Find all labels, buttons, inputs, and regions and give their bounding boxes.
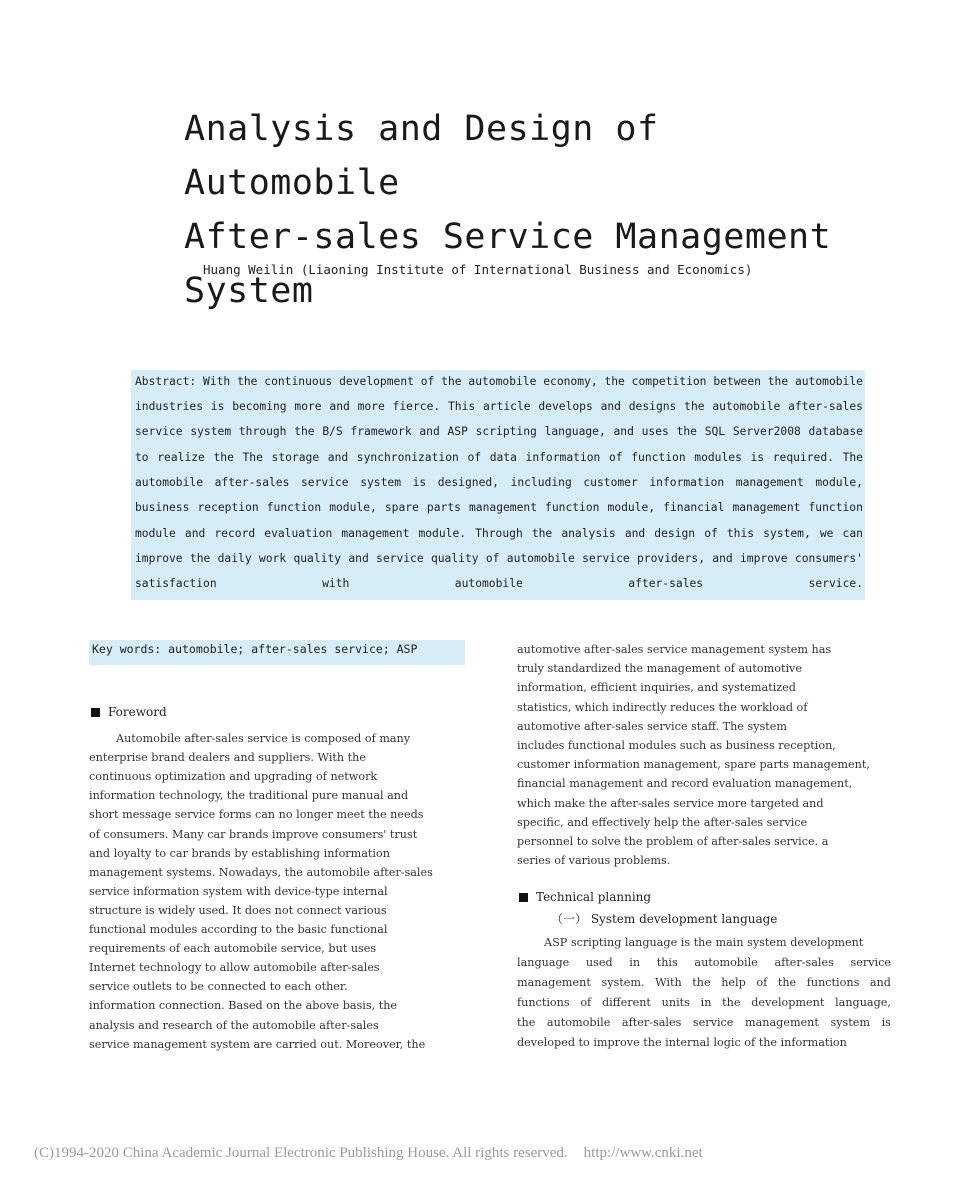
abstract-word: language, <box>544 425 606 438</box>
abstract-word: economy, <box>543 375 598 388</box>
abstract-word: more <box>294 400 322 413</box>
body-word: and <box>869 976 891 989</box>
abstract-word: service <box>582 552 630 565</box>
body-word: of <box>580 996 592 1009</box>
body-text-line: financial management and record evaluation management, <box>517 777 853 791</box>
abstract-word: of <box>608 451 623 464</box>
abstract-word: and <box>327 451 349 464</box>
abstract-word: and <box>613 425 634 438</box>
abstract-word: through <box>238 425 287 438</box>
abstract-word: consumers' <box>794 552 863 565</box>
author-affiliation: Huang Weilin (Liaoning Institute of International Business and Economics) <box>203 262 753 277</box>
abstract-box <box>131 370 865 600</box>
abstract-word: system <box>190 425 232 438</box>
abstract-word: analysis <box>561 527 616 540</box>
abstract-word: of <box>485 552 500 565</box>
body-word: used <box>585 956 613 969</box>
abstract-word: the <box>294 425 315 438</box>
abstract-word: system <box>360 476 401 489</box>
abstract-line <box>135 526 863 542</box>
abstract-word: B/S <box>322 425 343 438</box>
body-text-line: Automobile after-sales service is composed of many <box>116 732 411 745</box>
abstract-word: continuous <box>264 375 333 388</box>
abstract-word: This <box>447 400 476 413</box>
abstract-word: after-sales <box>214 476 290 489</box>
body-word: functions <box>517 996 570 1009</box>
abstract-line <box>135 475 863 491</box>
abstract-word: customer <box>583 476 638 489</box>
body-word: the <box>692 976 711 989</box>
body-word: different <box>601 996 651 1009</box>
abstract-word: is <box>412 476 427 489</box>
abstract-word: automobile <box>794 375 863 388</box>
body-word: in <box>629 956 641 969</box>
technical-planning-heading <box>519 890 651 904</box>
abstract-word: and <box>184 527 206 540</box>
body-text-line: Internet technology to allow automobile after-sales <box>89 961 380 975</box>
foreword-heading-text: Foreword <box>108 705 167 719</box>
body-text-line: information, efficient inquiries, and systematized <box>517 681 796 695</box>
abstract-word: synchronization <box>356 451 459 464</box>
body-text-line: continuous optimization and upgrading of network <box>89 770 378 784</box>
body-text-line: truly standardized the management of automotive <box>517 662 802 676</box>
abstract-word: development <box>339 375 414 388</box>
abstract-word: uses <box>641 425 669 438</box>
body-word: is <box>881 1016 891 1029</box>
abstract-word: system, <box>763 527 811 540</box>
abstract-word: providers, <box>636 552 705 565</box>
body-word: management <box>745 1016 819 1029</box>
body-text-line: service outlets to be connected to each other. <box>89 980 348 994</box>
abstract-word: becoming <box>232 400 287 413</box>
abstract-word: modules <box>694 451 742 464</box>
body-word: the <box>722 996 741 1009</box>
abstract-word: framework <box>350 425 412 438</box>
body-text-line: specific, and effectively help the after-sales service <box>517 815 808 829</box>
abstract-word: information <box>649 476 725 489</box>
body-text-line <box>517 1013 891 1032</box>
body-word: management <box>517 976 591 989</box>
body-word: automobile <box>546 1016 611 1029</box>
abstract-word: we <box>819 527 834 540</box>
body-text-line: information connection. Based on the above basis, the <box>89 999 398 1013</box>
body-text-line: series of various problems. <box>517 854 671 868</box>
body-word: help <box>721 976 746 989</box>
abstract-word: module, <box>329 501 377 514</box>
body-text-line: automotive after-sales service management system has <box>517 643 832 656</box>
body-word: development <box>751 996 825 1009</box>
body-text-line: and loyalty to car brands by establishing information <box>89 846 390 860</box>
abstract-word: designed, <box>437 476 499 489</box>
abstract-word: and <box>600 400 621 413</box>
abstract-word: and <box>419 425 440 438</box>
body-text-line: includes functional modules such as business reception, <box>517 739 836 752</box>
abstract-word: spare <box>384 501 419 514</box>
body-word: language <box>517 956 570 969</box>
subheading-dev-language: （一） System development language <box>551 912 778 926</box>
abstract-word: more <box>357 400 385 413</box>
abstract-word: module, <box>607 501 656 514</box>
abstract-word: function <box>545 501 600 514</box>
abstract-word: management <box>732 501 801 514</box>
body-text-line: personnel to solve the problem of after-sales service. a <box>517 835 829 848</box>
body-text-line: structure is widely used. It does not connect various <box>89 903 387 917</box>
abstract-word: improve <box>740 552 788 565</box>
body-word: the <box>517 1016 536 1029</box>
abstract-word: design <box>654 527 696 540</box>
abstract-word: and <box>329 400 350 413</box>
abstract-word: Through <box>475 527 523 540</box>
abstract-word: and <box>624 527 646 540</box>
abstract-word: service <box>376 552 424 565</box>
abstract-word: required. <box>772 451 834 464</box>
abstract-word: module, <box>815 476 863 489</box>
body-text-line: functional modules according to the basic functional <box>89 923 388 936</box>
title-line-3: System <box>184 271 314 311</box>
body-text-line: information technology, the traditional pure manual and <box>89 789 409 803</box>
abstract-word: and <box>712 552 733 565</box>
abstract-line <box>135 450 863 466</box>
body-text-line: requirements of each automobile service, but uses <box>89 942 377 956</box>
abstract-word: the <box>684 400 705 413</box>
abstract-word: the <box>531 527 553 540</box>
abstract-word: function <box>266 501 322 514</box>
body-text-line: service management system are carried out. Moreover, the <box>89 1037 426 1051</box>
paper-title <box>184 102 884 318</box>
abstract-word: the <box>676 425 697 438</box>
copyright-footer <box>34 1145 794 1162</box>
abstract-word: is <box>750 451 765 464</box>
abstract-word: to <box>135 451 149 464</box>
abstract-line <box>135 399 863 415</box>
foreword-heading <box>91 705 167 719</box>
body-text-line: management systems. Nowadays, the automobile after-sales <box>89 865 433 879</box>
abstract-word: the <box>189 552 211 565</box>
abstract-word: the <box>441 375 462 388</box>
abstract-line <box>135 551 863 567</box>
body-word: language, <box>835 996 891 1009</box>
abstract-word: quality <box>293 552 342 565</box>
body-text-line: ASP scripting language is the main system development <box>544 936 864 949</box>
abstract-word: module. <box>418 527 467 540</box>
body-word: units <box>661 996 690 1009</box>
abstract-word: automobile <box>135 476 204 489</box>
abstract-word: record <box>214 527 256 540</box>
body-word: With <box>655 976 682 989</box>
abstract-word: The <box>242 451 263 464</box>
body-text-line <box>517 973 891 992</box>
abstract-word: after-sales <box>788 400 863 413</box>
body-word: the <box>777 976 797 989</box>
body-text-line: which make the after-sales service more targeted and <box>517 796 824 810</box>
abstract-line <box>135 424 863 440</box>
abstract-word: With <box>203 375 231 388</box>
abstract-word: ASP <box>447 425 468 438</box>
abstract-word: service <box>301 476 349 489</box>
abstract-word: management <box>341 527 410 540</box>
body-word: automobile <box>694 956 758 969</box>
square-bullet-icon <box>519 893 528 902</box>
body-word: of <box>756 976 768 989</box>
body-text-line: service information system with device-type internal <box>89 884 388 898</box>
abstract-word: is <box>210 400 225 413</box>
body-word: after-sales <box>774 956 834 969</box>
abstract-word: reception <box>197 501 259 514</box>
abstract-word: function <box>631 451 686 464</box>
body-text-line: statistics, which indirectly reduces the workload of <box>517 700 808 714</box>
abstract-word: daily <box>217 552 252 565</box>
abstract-word: management <box>468 501 537 514</box>
abstract-word: information <box>525 451 601 464</box>
abstract-line <box>135 374 863 390</box>
body-text-line: customer information management, spare parts management, <box>517 758 870 772</box>
abstract-word: can <box>842 527 863 540</box>
body-word: this <box>656 956 678 969</box>
body-word: system. <box>601 976 645 989</box>
body-word: system <box>830 1016 871 1029</box>
body-word: in <box>700 996 712 1009</box>
abstract-word: improve <box>135 552 183 565</box>
abstract-word: including <box>510 476 572 489</box>
abstract-word: service <box>135 425 183 438</box>
body-text-line: enterprise brand dealers and suppliers. With the <box>89 751 366 765</box>
abstract-word: and <box>348 552 369 565</box>
body-word: service <box>850 956 891 969</box>
abstract-word: evaluation <box>264 527 333 540</box>
abstract-word: the <box>213 451 234 464</box>
abstract-word: of <box>704 527 718 540</box>
abstract-word: quality <box>430 552 479 565</box>
abstract-word: financial <box>663 501 725 514</box>
body-word: service <box>692 1016 734 1029</box>
abstract-word: the <box>237 375 258 388</box>
abstract-word: competition <box>631 375 707 388</box>
body-text-line: developed to improve the internal logic of the information <box>517 1036 847 1049</box>
body-text-line: analysis and research of the automobile after-sales <box>89 1018 379 1032</box>
abstract-word: The <box>842 451 863 464</box>
abstract-word: automobile <box>468 375 537 388</box>
abstract-line <box>135 500 863 516</box>
abstract-word: of <box>420 375 435 388</box>
title-line-2: After-sales Service Management <box>184 217 832 257</box>
footer-copyright: (C)1994-2020 China Academic Journal Electronic Publishing House. All rights reserved. <box>34 1145 568 1161</box>
body-text-line: of consumers. Many car brands improve consumers' trust <box>89 827 418 841</box>
body-text-line: short message service forms can no longer meet the needs <box>89 808 424 822</box>
abstract-line: satisfaction with automobile after-sales service. <box>135 577 863 590</box>
abstract-word: the <box>767 375 789 388</box>
abstract-word: develops <box>538 400 593 413</box>
body-text-line <box>517 953 891 972</box>
abstract-word: article <box>482 400 531 413</box>
abstract-word: storage <box>271 451 320 464</box>
abstract-word: Abstract: <box>135 375 197 388</box>
abstract-word: scripting <box>475 425 537 438</box>
body-word: after-sales <box>621 1016 682 1029</box>
abstract-word: data <box>489 451 517 464</box>
abstract-word: automobile <box>712 400 781 413</box>
square-bullet-icon <box>91 708 100 717</box>
abstract-word: work <box>258 552 287 565</box>
abstract-word: realize <box>157 451 205 464</box>
abstract-word: this <box>726 527 755 540</box>
abstract-word: automobile <box>506 552 575 565</box>
abstract-word: SQL <box>704 425 726 438</box>
footer-url: http://www.cnki.net <box>583 1145 703 1161</box>
abstract-word: the <box>604 375 625 388</box>
abstract-word: parts <box>426 501 461 514</box>
title-line-1: Analysis and Design of Automobile <box>184 109 659 203</box>
abstract-word: database <box>808 425 863 438</box>
keywords-box: Key words: automobile; after-sales service; ASP <box>89 640 465 665</box>
abstract-word: module <box>135 527 176 540</box>
body-word: functions <box>806 976 860 989</box>
technical-heading-text: Technical planning <box>536 890 652 904</box>
abstract-word: industries <box>135 400 204 413</box>
abstract-word: management <box>735 476 804 489</box>
abstract-word: business <box>135 501 190 514</box>
abstract-word: fierce. <box>392 400 441 413</box>
body-text-line: automotive after-sales service staff. The system <box>517 719 787 733</box>
abstract-word: between <box>713 375 761 388</box>
abstract-word: function <box>808 501 863 514</box>
abstract-word: of <box>467 451 482 464</box>
abstract-word: designs <box>628 400 677 413</box>
abstract-word: Server2008 <box>732 425 801 438</box>
body-text-line <box>517 993 891 1012</box>
